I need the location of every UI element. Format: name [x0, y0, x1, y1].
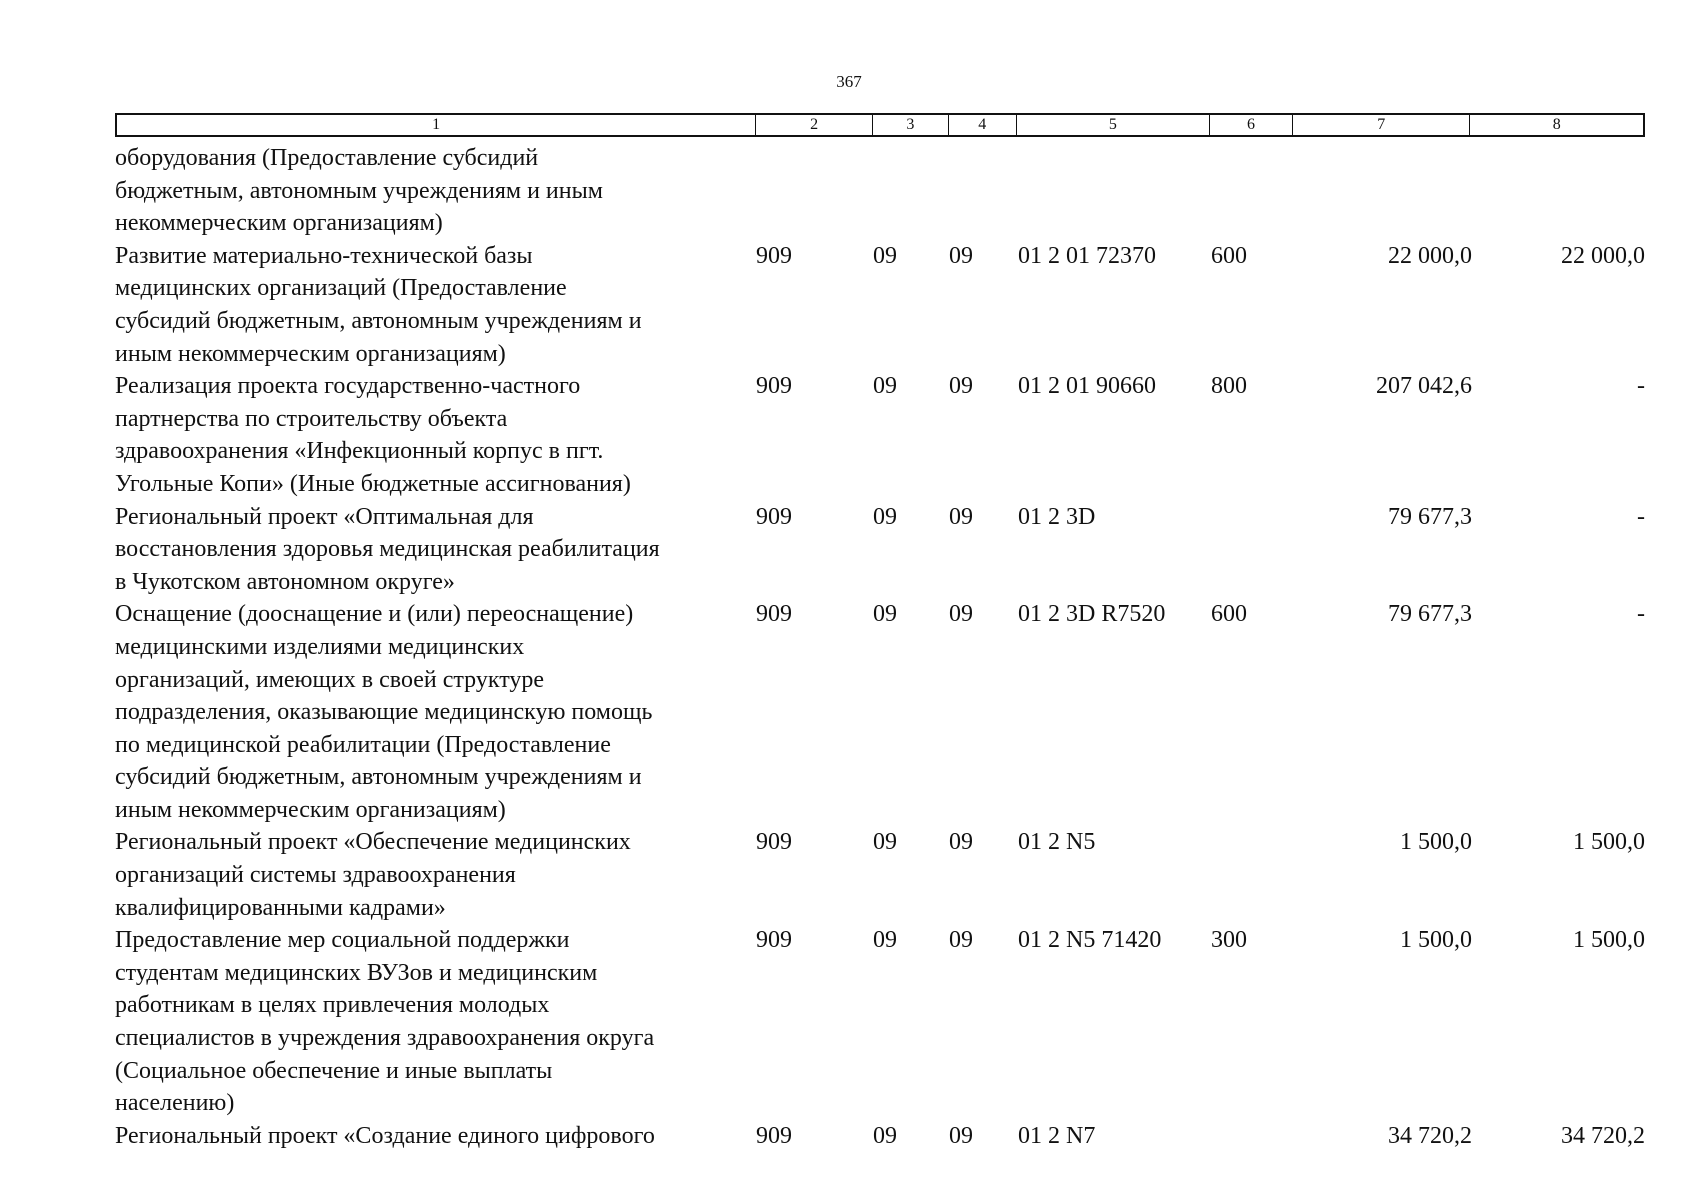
- column-header-8: 8: [1552, 116, 1561, 133]
- column-header-6: 6: [1210, 115, 1293, 135]
- amount-year-1: 79 677,3: [1388, 601, 1472, 628]
- description-line: населению): [115, 1090, 235, 1117]
- amount-year-1: 1 500,0: [1400, 927, 1472, 954]
- section-code: 09: [873, 242, 897, 269]
- subsection-code: 09: [949, 1122, 973, 1149]
- target-article-code: 01 2 01 90660: [1018, 373, 1156, 400]
- column-header-5: 5: [1017, 115, 1211, 135]
- column-header-1: 1: [117, 115, 756, 135]
- ministry-code: 909: [756, 829, 792, 856]
- section-code: 09: [873, 1122, 897, 1149]
- subsection-code: 09: [949, 242, 973, 269]
- amount-year-1: 1 500,0: [1400, 829, 1472, 856]
- amount-year-2: 22 000,0: [1561, 242, 1645, 269]
- description-line: здравоохранения «Инфекционный корпус в пгт.: [115, 438, 604, 465]
- table-row: [115, 142, 1645, 240]
- description-line: квалифицированными кадрами»: [115, 894, 446, 921]
- ministry-code: 909: [756, 927, 792, 954]
- section-code: 09: [873, 829, 897, 856]
- description-line: (Социальное обеспечение и иные выплаты: [115, 1057, 553, 1084]
- row-description: [115, 370, 756, 500]
- amount-year-2: 1 500,0: [1573, 829, 1645, 856]
- ministry-code: 909: [756, 503, 792, 530]
- description-line: субсидий бюджетным, автономным учреждениям и: [115, 764, 642, 791]
- section-code: 09: [873, 373, 897, 400]
- amount-year-1: 207 042,6: [1376, 373, 1472, 400]
- subsection-code: 09: [949, 373, 973, 400]
- description-line: Угольные Копи» (Иные бюджетные ассигнования): [115, 470, 631, 497]
- amount-year-1: 34 720,2: [1388, 1122, 1472, 1149]
- description-line: в Чукотском автономном округе»: [115, 568, 455, 595]
- description-line: бюджетным, автономным учреждениям и иным: [115, 177, 603, 204]
- description-line: оборудования (Предоставление субсидий: [115, 145, 539, 171]
- section-code: 09: [873, 601, 897, 628]
- expense-type-code: 600: [1211, 242, 1247, 269]
- table-row: [115, 240, 1645, 370]
- description-line: медицинскими изделиями медицинских: [115, 633, 525, 660]
- page-number: 367: [836, 72, 862, 91]
- target-article-code: 01 2 3D: [1018, 503, 1096, 530]
- row-description: [115, 240, 756, 370]
- column-header-4: 4: [949, 115, 1017, 135]
- amount-year-2: -: [1637, 601, 1645, 628]
- amount-year-2: -: [1637, 503, 1645, 530]
- table-row: [115, 501, 1645, 599]
- subsection-code: 09: [949, 829, 973, 856]
- table-row: [115, 370, 1645, 500]
- ministry-code: 909: [756, 601, 792, 628]
- ministry-code: 909: [756, 242, 792, 269]
- subsection-code: 09: [949, 927, 973, 954]
- description-line: Региональный проект «Создание единого цифрового: [115, 1122, 655, 1149]
- description-line: подразделения, оказывающие медицинскую помощь: [115, 699, 653, 726]
- expense-type-code: 800: [1211, 373, 1247, 400]
- description-line: Региональный проект «Оптимальная для: [115, 503, 534, 530]
- description-line: студентам медицинских ВУЗов и медицинским: [115, 959, 598, 986]
- description-line: иным некоммерческим организациям): [115, 340, 506, 367]
- column-header-7: 7: [1293, 115, 1471, 135]
- table-row: [115, 598, 1645, 826]
- target-article-code: 01 2 N7: [1018, 1122, 1096, 1149]
- target-article-code: 01 2 3D R7520: [1018, 601, 1166, 628]
- expense-type-code: 300: [1211, 927, 1247, 954]
- expense-type-code: 600: [1211, 601, 1247, 628]
- description-line: специалистов в учреждения здравоохранения округа: [115, 1025, 655, 1052]
- ministry-code: 909: [756, 1122, 792, 1149]
- subsection-code: 09: [949, 503, 973, 530]
- description-line: организаций системы здравоохранения: [115, 862, 516, 889]
- row-description: [115, 598, 756, 826]
- description-line: по медицинской реабилитации (Предоставление: [115, 731, 611, 758]
- section-code: 09: [873, 503, 897, 530]
- description-line: партнерства по строительству объекта: [115, 405, 508, 432]
- target-article-code: 01 2 N5 71420: [1018, 927, 1162, 954]
- description-line: организаций, имеющих в своей структуре: [115, 666, 545, 693]
- description-line: медицинских организаций (Предоставление: [115, 275, 567, 302]
- table-header: [115, 113, 1645, 137]
- amount-year-2: -: [1637, 373, 1645, 400]
- description-line: Региональный проект «Обеспечение медицинских: [115, 829, 631, 856]
- table-row: [115, 826, 1645, 924]
- description-line: некоммерческим организациям): [115, 210, 443, 237]
- amount-year-1: 22 000,0: [1388, 242, 1472, 269]
- table-body: [115, 142, 1645, 1152]
- description-line: работникам в целях привлечения молодых: [115, 992, 550, 1019]
- column-header-3: 3: [873, 115, 949, 135]
- subsection-code: 09: [949, 601, 973, 628]
- row-description: [115, 826, 756, 924]
- row-description: [115, 501, 756, 599]
- table-row: [115, 924, 1645, 1120]
- description-line: Оснащение (дооснащение и (или) переоснащение): [115, 601, 634, 628]
- description-line: Реализация проекта государственно-частного: [115, 373, 581, 400]
- row-description: [115, 924, 756, 1120]
- description-line: иным некоммерческим организациям): [115, 796, 506, 823]
- target-article-code: 01 2 01 72370: [1018, 242, 1156, 269]
- table-row: [115, 1120, 1645, 1153]
- row-description: [115, 1120, 756, 1153]
- description-line: восстановления здоровья медицинская реабилитация: [115, 536, 660, 563]
- amount-year-2: 34 720,2: [1561, 1122, 1645, 1149]
- ministry-code: 909: [756, 373, 792, 400]
- amount-year-1: 79 677,3: [1388, 503, 1472, 530]
- description-line: Предоставление мер социальной поддержки: [115, 927, 570, 954]
- target-article-code: 01 2 N5: [1018, 829, 1096, 856]
- description-line: Развитие материально-технической базы: [115, 242, 533, 269]
- column-header-2: 2: [756, 115, 873, 135]
- section-code: 09: [873, 927, 897, 954]
- amount-year-2: 1 500,0: [1573, 927, 1645, 954]
- description-line: субсидий бюджетным, автономным учреждениям и: [115, 307, 642, 334]
- row-description: [115, 142, 756, 240]
